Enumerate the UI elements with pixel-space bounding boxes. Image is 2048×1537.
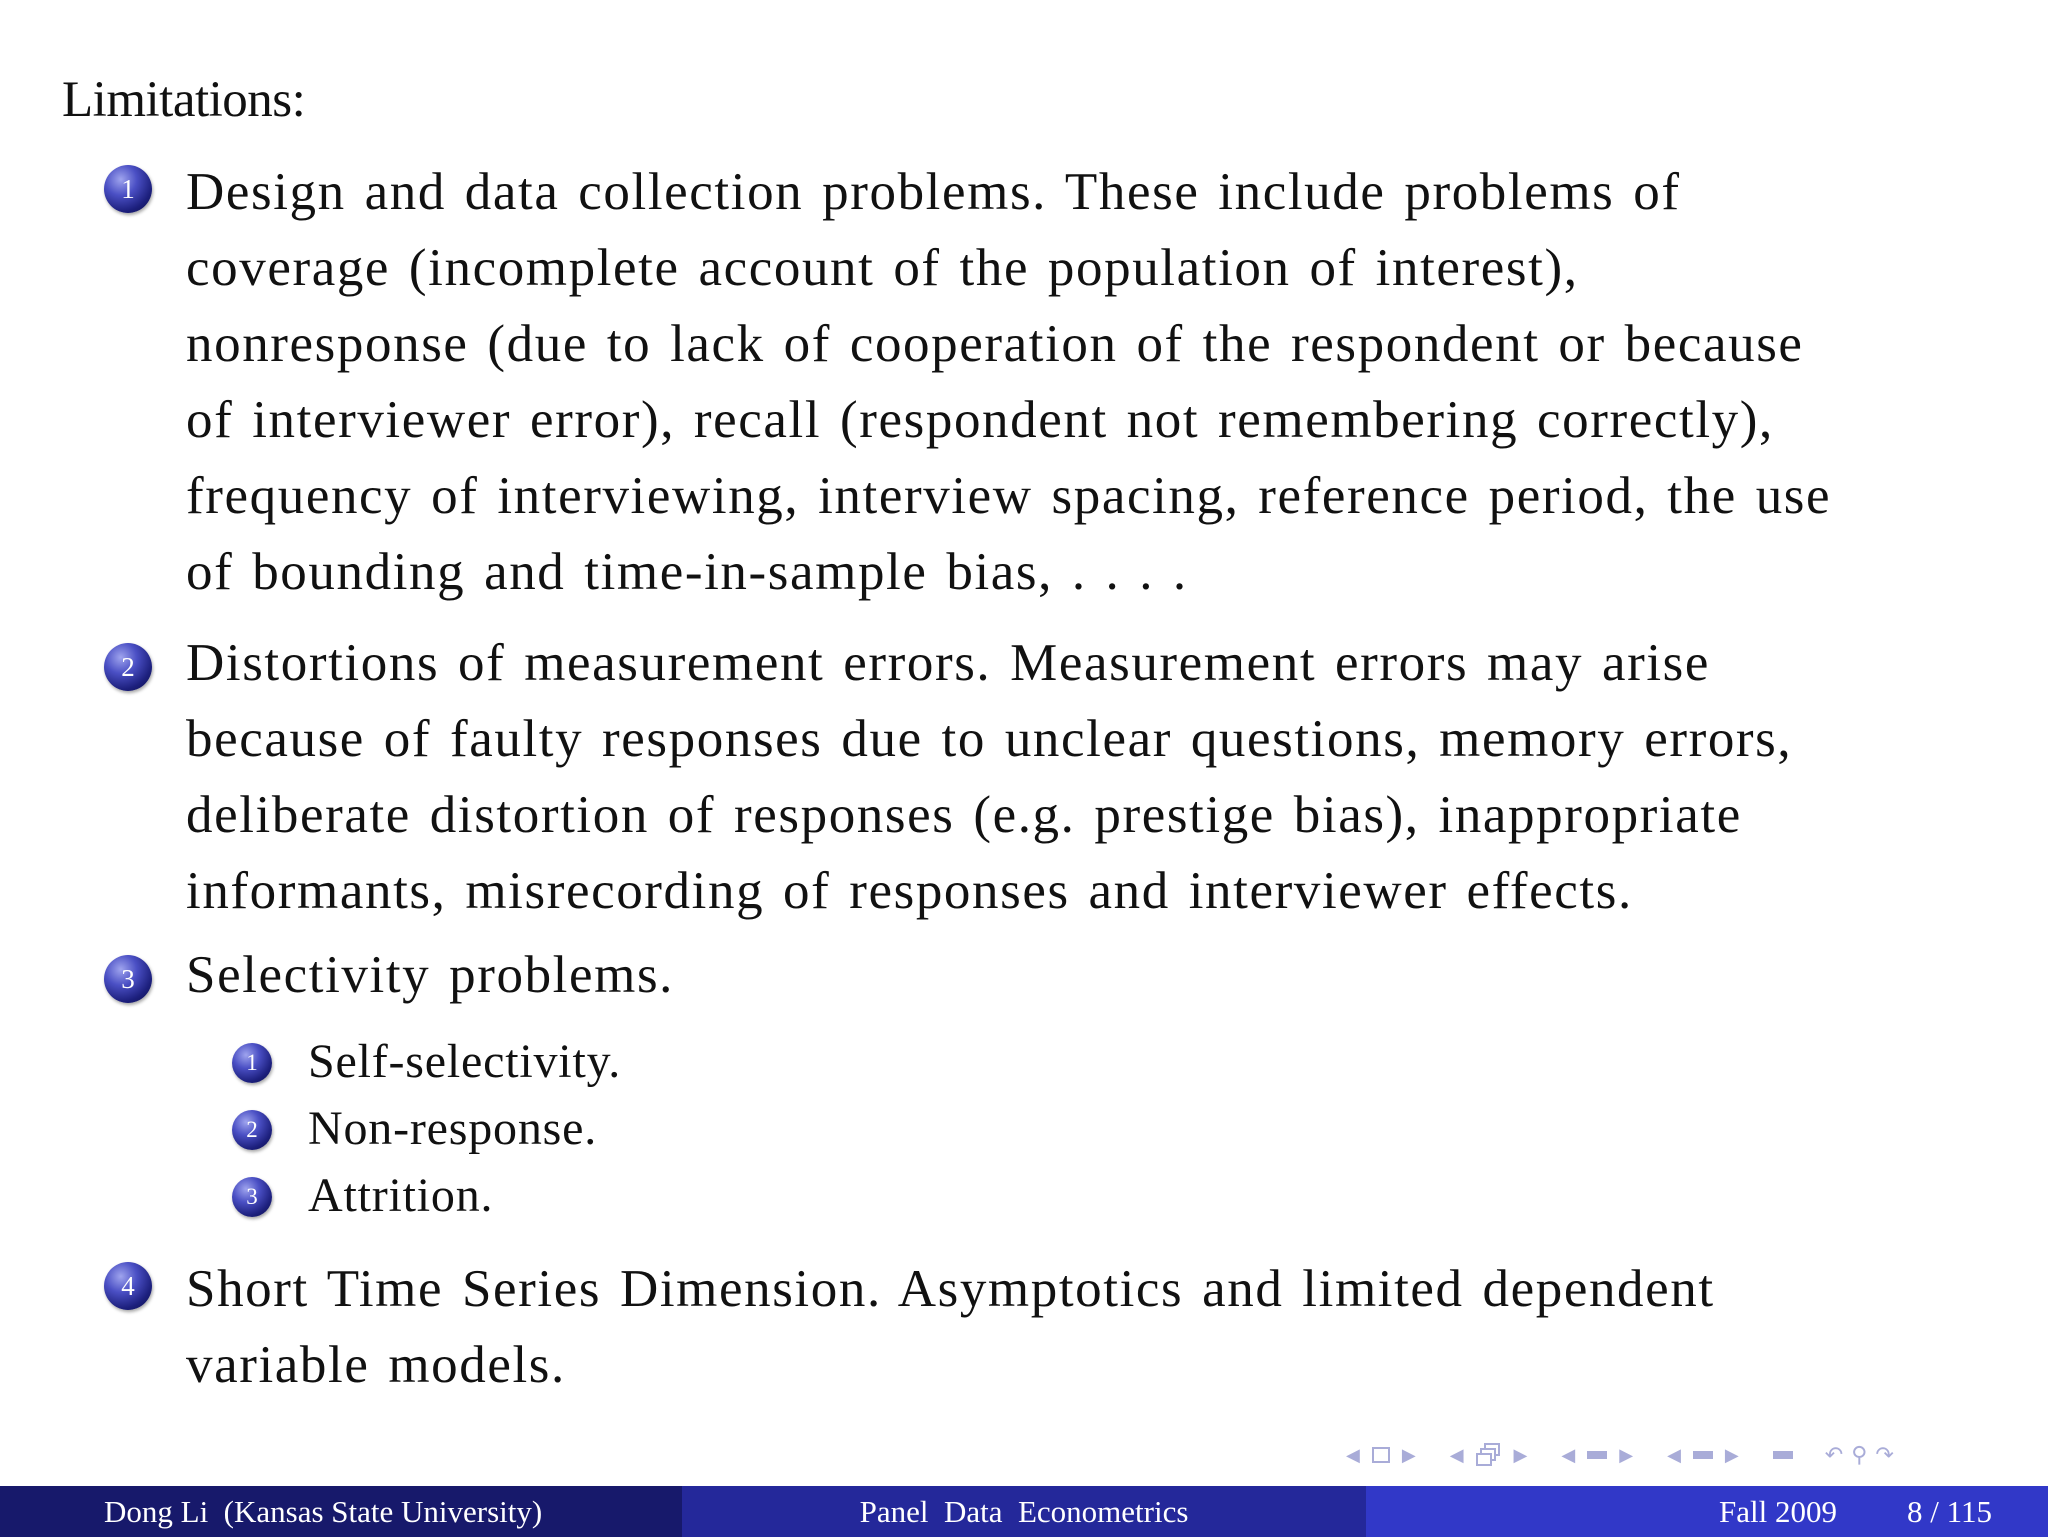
frames-icon[interactable] (1476, 1443, 1502, 1467)
subsection-frames-nav (1444, 1443, 1534, 1467)
outline-nav (1767, 1451, 1799, 1459)
search-nav (1821, 1443, 1898, 1468)
nav-prev-icon[interactable]: ◀ (1449, 1444, 1464, 1466)
date-label: Fall 2009 (1719, 1493, 1838, 1529)
text-line: Short Time Series Dimension. Asymptotics and limited dependent (186, 1260, 1715, 1318)
bullet-number-icon: 3 (104, 955, 152, 1003)
nav-prev-icon[interactable]: ◀ (1346, 1444, 1360, 1466)
redo-icon[interactable]: ↷ (1875, 1442, 1894, 1468)
sub-list-item-text: Attrition. (308, 1169, 494, 1222)
footer-date (1366, 1486, 2048, 1537)
text-line: of interviewer error), recall (respondent not remembering correctly), (186, 391, 1774, 449)
search-icon[interactable]: ⚲ (1851, 1442, 1868, 1468)
section-icon[interactable] (1587, 1451, 1607, 1459)
nav-prev-icon[interactable]: ◀ (1667, 1444, 1681, 1466)
nav-next-icon[interactable]: ▶ (1513, 1444, 1528, 1466)
footer-title (682, 1486, 1366, 1537)
subsection-icon[interactable] (1693, 1451, 1713, 1459)
text-line: of bounding and time-in-sample bias, . . . . (186, 543, 1188, 601)
text-line: coverage (incomplete account of the population of interest), (186, 239, 1579, 297)
nav-next-icon[interactable]: ▶ (1401, 1444, 1416, 1466)
sub-bullet-number-icon: 2 (232, 1110, 272, 1150)
sub-bullet-number-icon: 3 (232, 1177, 272, 1217)
nav-prev-icon[interactable]: ◀ (1561, 1444, 1576, 1466)
text-line: because of faulty responses due to unclear questions, memory errors, (186, 710, 1793, 768)
text-line: variable models. (186, 1336, 566, 1394)
text-line: Distortions of measurement errors. Measurement errors may arise (186, 634, 1711, 692)
navigation-bar (1340, 1437, 1898, 1473)
slide-heading: Limitations: (62, 72, 306, 128)
text-line: frequency of interviewing, interview spacing, reference period, the use (186, 467, 1832, 525)
footer-author (0, 1486, 682, 1537)
list-item-text (186, 1251, 1986, 1403)
footer-bar (0, 1486, 2048, 1537)
list-item-text (186, 154, 1986, 610)
frame-nav (1340, 1445, 1422, 1466)
section-nav (1555, 1445, 1639, 1466)
sub-list-item-text: Non-response. (308, 1102, 598, 1155)
bullet-number-icon: 1 (104, 165, 152, 213)
list-item-text: Selectivity problems. (186, 946, 675, 1004)
bullet-number-icon: 4 (104, 1262, 152, 1310)
text-line: deliberate distortion of responses (e.g. prestige bias), inappropriate (186, 786, 1742, 844)
author-label: Dong Li (Kansas State University) (104, 1493, 543, 1529)
undo-icon[interactable]: ↶ (1824, 1442, 1844, 1468)
sub-list-item-text: Self-selectivity. (308, 1035, 622, 1088)
bullet-number-icon: 2 (104, 643, 152, 691)
frame-icon[interactable] (1372, 1447, 1390, 1463)
outline-icon[interactable] (1773, 1451, 1793, 1459)
presentation-title: Panel Data Econometrics (859, 1493, 1189, 1529)
nav-next-icon[interactable]: ▶ (1724, 1444, 1739, 1466)
text-line: Design and data collection problems. These include problems of (186, 163, 1681, 221)
sub-bullet-number-icon: 1 (232, 1043, 272, 1083)
page-number: 8 / 115 (1907, 1493, 1992, 1529)
subsection-nav (1661, 1445, 1745, 1466)
list-item-text (186, 625, 1986, 929)
text-line: nonresponse (due to lack of cooperation of the respondent or because (186, 315, 1804, 373)
text-line: informants, misrecording of responses and interviewer effects. (186, 862, 1633, 920)
nav-next-icon[interactable]: ▶ (1619, 1444, 1634, 1466)
